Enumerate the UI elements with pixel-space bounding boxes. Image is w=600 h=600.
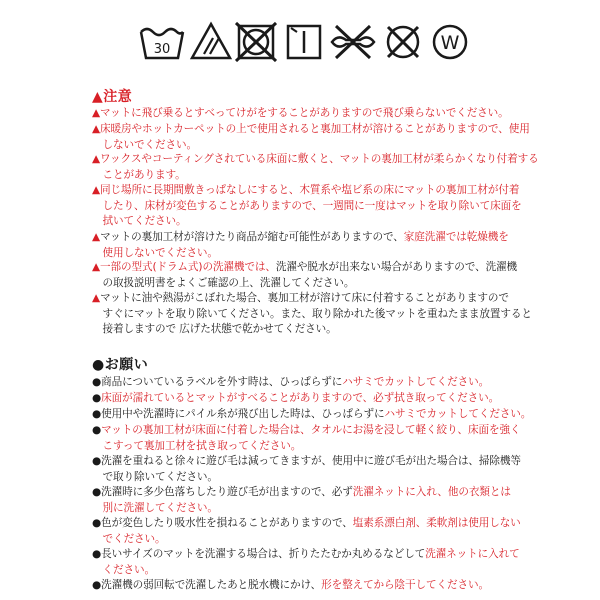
request-item	[92, 547, 522, 578]
line: ▲マットに飛び乗るとすべってけがをすることがありますので飛び乗らないでください。	[92, 107, 509, 119]
line: 拭いてください。	[92, 215, 187, 227]
request-item	[92, 454, 522, 485]
care-symbols	[0, 20, 600, 76]
line: ことがあります。	[92, 168, 186, 181]
caution-item	[92, 260, 522, 291]
request-item	[92, 516, 522, 547]
line: ください。	[92, 563, 155, 576]
no-wring-icon	[328, 20, 378, 62]
no-tumble-dry-icon	[235, 20, 277, 62]
line: こすって裏加工材を拭き取ってください。	[92, 439, 302, 452]
line: ●洗濯時に多少色落ちしたり遊び毛が出ますので、必ず洗濯ネットに入れ、他の衣類とは	[92, 486, 511, 498]
line: ●マットの裏加工材が床面に付着した場合は、タオルにお湯を浸して軽く絞り、床面を強く	[92, 424, 521, 436]
wet-clean-label: W	[440, 32, 460, 54]
request-item	[92, 375, 522, 391]
line: したり、床材が変色することがありますので、一週間に一度はマットを取り除いて床面を	[92, 199, 522, 212]
bleach-allowed-icon	[189, 20, 233, 62]
line: ●洗濯を重ねると徐々に遊び毛は減ってきますが、使用中に遊び毛が出た場合は、掃除機等	[92, 455, 521, 467]
wash-temp-label: 30	[153, 42, 171, 57]
line: ●商品についているラベルを外す時は、ひっぱらずにハサミでカットしてください。	[92, 376, 490, 388]
line: ●長いサイズのマットを洗濯する場合は、折りたたむか丸めるなどして洗濯ネットに入れて	[92, 548, 520, 560]
line-dry-icon	[285, 20, 323, 62]
caution-item	[92, 122, 530, 153]
caution-item	[92, 106, 522, 122]
line: ▲一部の型式(ドラム式)の洗濯機では、洗濯や脱水が出来ない場合がありますので、洗濯機	[92, 261, 518, 273]
request-heading: ●お願い	[92, 357, 149, 373]
caution-item	[92, 230, 522, 261]
line: ●色が変色したり吸水性を損ねることがありますので、塩素系漂白剤、柔軟剤は使用しない	[92, 517, 521, 529]
caution-heading: ▲注意	[92, 89, 133, 105]
line: ▲ワックスやコーティングされている床面に敷くと、マットの裏加工材が柔らかくなり付着する	[92, 153, 539, 165]
line: ●洗濯機の弱回転で洗濯したあと脱水機にかけ、形を整えてから陰干してください。	[92, 579, 489, 591]
line: 接着しますので 広げた状態で乾かせてください。	[92, 323, 337, 335]
request-item	[92, 578, 522, 594]
line: ▲床暖房やホットカーペットの上で使用されると裏加工材が溶けることがありますので、使用	[92, 123, 530, 135]
wash-30-icon	[138, 20, 186, 62]
line: でください。	[92, 532, 166, 545]
caution-item	[92, 152, 539, 183]
line: しないでください。	[92, 138, 197, 151]
no-dry-clean-icon	[382, 20, 424, 62]
request-item	[92, 485, 522, 516]
line: すぐにマットを取り除いてください。また、取り除かれた後マットを重ねたまま放置すると	[92, 307, 532, 320]
line: ▲マットの裏加工材が溶けたり商品が縮む可能性がありますので、家庭洗濯では乾燥機を	[92, 231, 509, 243]
line: の取扱説明書をよくご確認の上、洗濯してください。	[92, 276, 355, 289]
line: ▲同じ場所に長期間敷きっぱなしにすると、木質系や塩ビ系の床にマットの裏加工材が付着	[92, 184, 520, 196]
line: ●床面が濡れているとマットがすべることがありますので、必ず拭き取ってください。	[92, 392, 500, 404]
line: で取り除いてください。	[92, 470, 218, 483]
line: ▲マットに油や熱湯がこぼれた場合、裏加工材が溶けて床に付着することがありますので	[92, 292, 509, 304]
caution-item	[92, 291, 532, 338]
request-item	[92, 423, 522, 454]
line: 使用しないでください。	[92, 246, 218, 259]
line: ●使用中や洗濯時にパイル糸が飛び出した時は、ひっぱらずにハサミでカットしてください。	[92, 408, 532, 420]
wet-clean-icon	[430, 20, 470, 62]
caution-item	[92, 183, 522, 230]
line: 別に洗濯してください。	[92, 501, 218, 514]
request-item	[92, 407, 532, 423]
request-item	[92, 391, 522, 407]
